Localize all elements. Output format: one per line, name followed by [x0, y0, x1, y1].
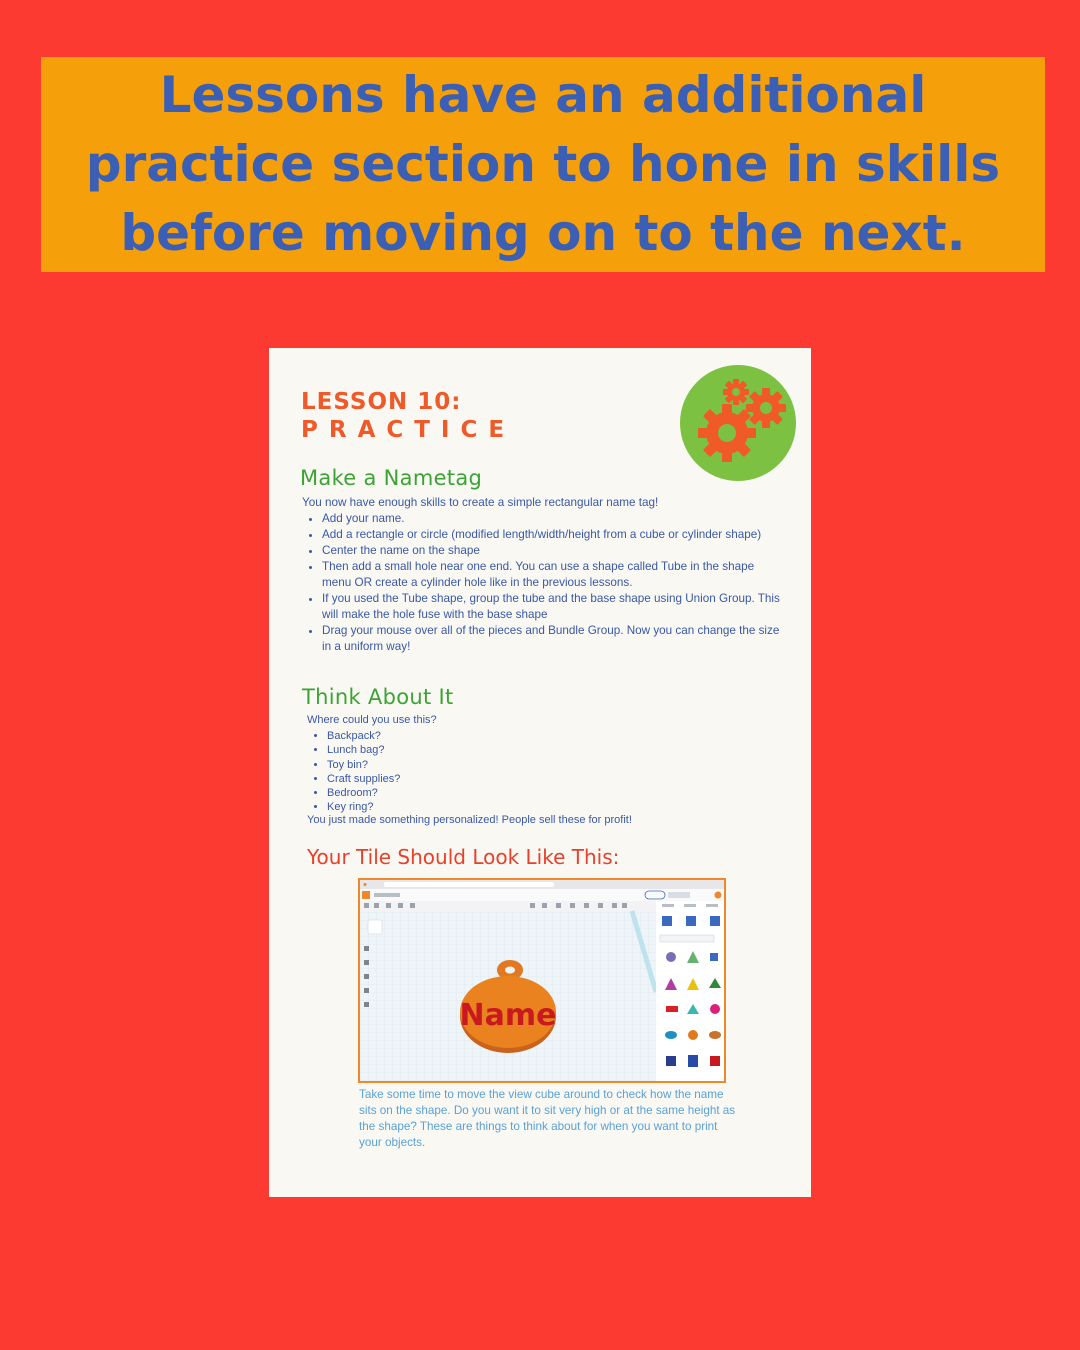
nametag-text: Name	[459, 998, 557, 1033]
think-list	[307, 729, 627, 815]
tile-caption: Take some time to move the view cube around to check how the name sits on the shape. Do you want it to sit very high or at the same height as the shape? These are things to think about for when you want to print your objects.	[359, 1088, 736, 1149]
list-item: • Add a rectangle or circle (modified length/width/height from a cube or cylinder shape)	[322, 527, 782, 543]
lesson-number: LESSON 10:	[301, 389, 462, 415]
list-item: • Key ring?	[327, 800, 627, 814]
lesson-page	[269, 348, 811, 1197]
think-question: Where could you use this?	[307, 714, 437, 726]
think-heading: Think About It	[302, 685, 454, 709]
tinkercad-screenshot	[358, 878, 726, 1083]
lesson-title	[301, 388, 515, 444]
list-item: • Center the name on the shape	[322, 543, 782, 559]
list-item: • Toy bin?	[327, 758, 627, 772]
list-item: • Then add a small hole near one end. You can use a shape called Tube in the shape menu OR create a cylinder hole like in the previous lessons.	[322, 559, 782, 591]
list-item: • Drag your mouse over all of the pieces and Bundle Group. Now you can change the size in a uniform way!	[322, 623, 782, 655]
headline-banner	[41, 57, 1045, 272]
list-item: • Lunch bag?	[327, 743, 627, 757]
list-item: • If you used the Tube shape, group the tube and the base shape using Union Group. This will make the hole fuse with the base shape	[322, 591, 782, 623]
nametag-intro: You now have enough skills to create a simple rectangular name tag!	[302, 496, 659, 509]
think-closing: You just made something personalized! People sell these for profit!	[307, 814, 632, 826]
lesson-subtitle: PRACTICE	[301, 417, 516, 443]
tile-heading: Your Tile Should Look Like This:	[307, 845, 620, 869]
gears-icon	[680, 365, 796, 481]
headline-text: Lessons have an additional practice section to hone in skills before moving on to the next.	[85, 66, 1001, 262]
list-item: • Craft supplies?	[327, 772, 627, 786]
list-item: • Bedroom?	[327, 786, 627, 800]
nametag-heading: Make a Nametag	[300, 466, 483, 490]
nametag-steps	[302, 511, 782, 655]
tinkercad-screenshot-image	[360, 880, 724, 1081]
list-item: • Backpack?	[327, 729, 627, 743]
list-item: • Add your name.	[322, 511, 782, 527]
